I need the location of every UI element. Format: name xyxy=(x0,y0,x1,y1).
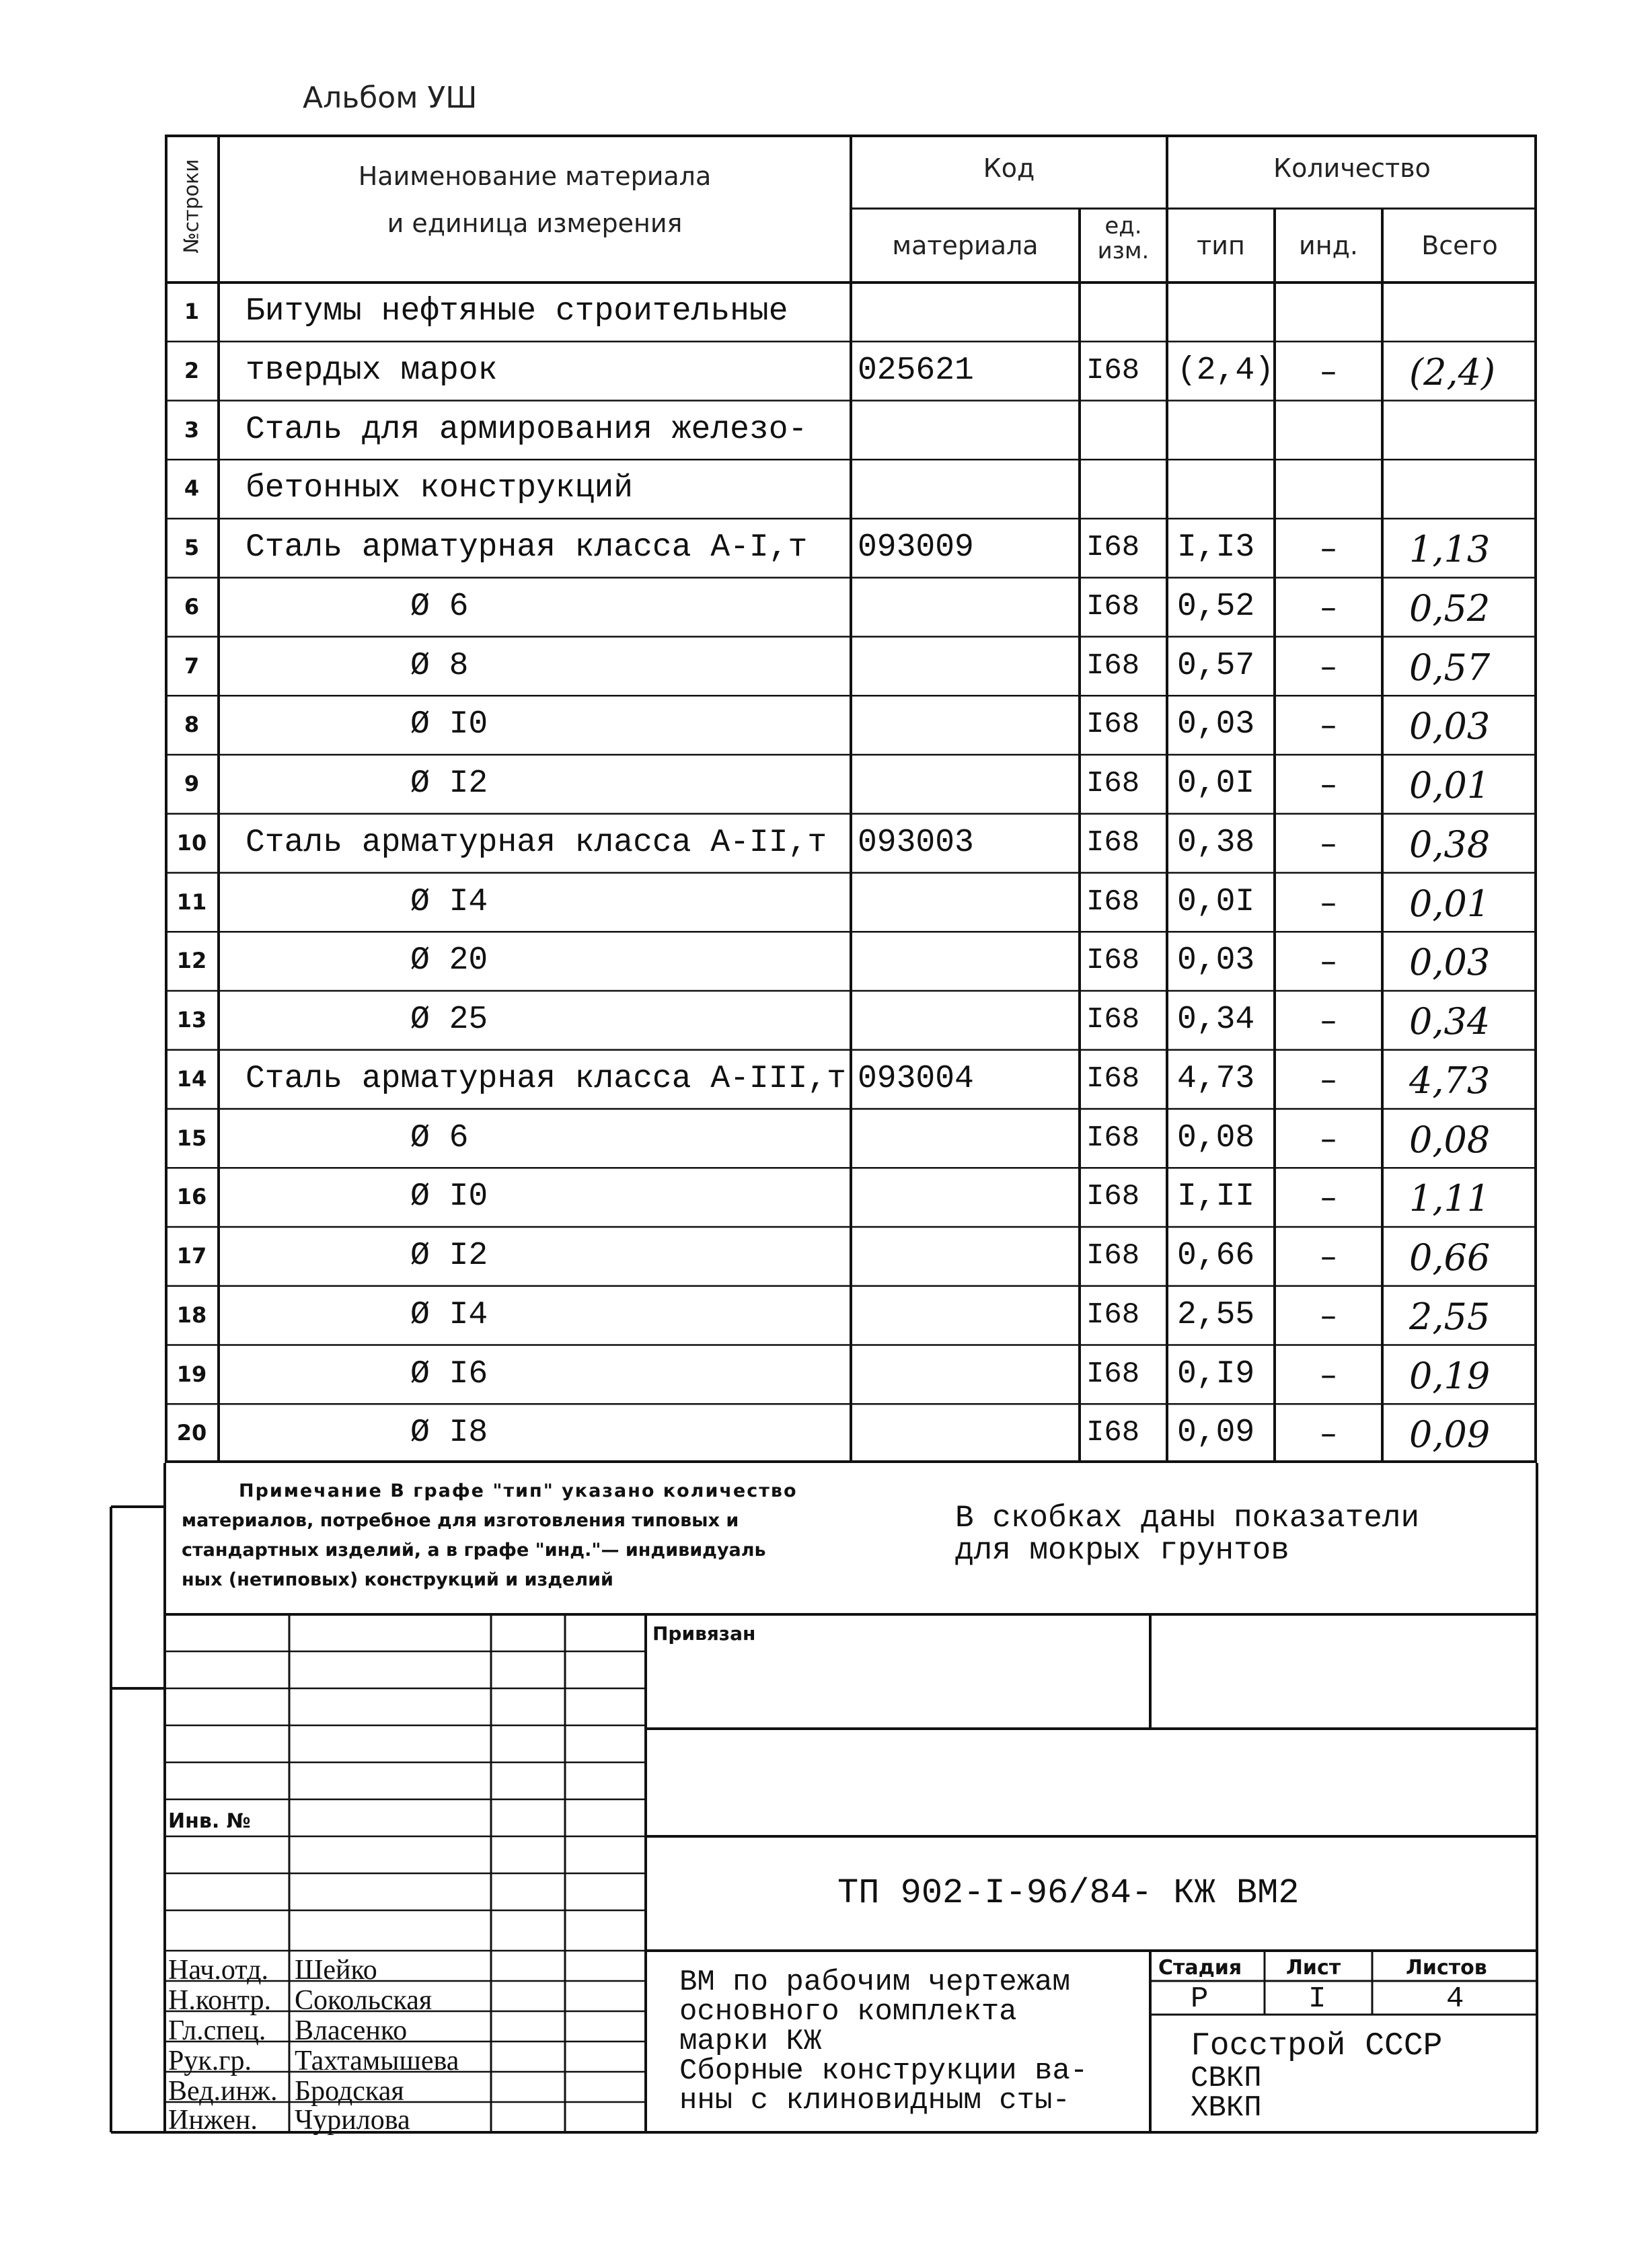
material-name: Ø I2 xyxy=(410,1238,488,1274)
material-name: Сталь арматурная класса А-I,т xyxy=(246,529,808,566)
note-line-1: Примечание В графе "тип" указано количество xyxy=(239,1481,798,1501)
qty-total: 1,13 xyxy=(1409,528,1491,570)
row-number: 19 xyxy=(176,1361,207,1387)
header-qty-typ: тип xyxy=(1197,231,1245,260)
material-name: Ø 6 xyxy=(410,1119,469,1156)
qty-ind: – xyxy=(1320,942,1337,981)
unit-code: I68 xyxy=(1086,1061,1140,1096)
signature-role: Вед.инж. xyxy=(168,2076,278,2107)
qty-total: 0,34 xyxy=(1409,1000,1491,1043)
material-code: 025621 xyxy=(858,352,974,389)
description-line-2: основного комплекта xyxy=(679,1995,1017,2029)
qty-typ: 0,57 xyxy=(1177,647,1255,684)
qty-typ: 0,38 xyxy=(1177,824,1255,861)
unit-code: I68 xyxy=(1086,1121,1140,1155)
inventory-label: Инв. № xyxy=(168,1809,251,1833)
material-name: Ø I4 xyxy=(410,1296,488,1333)
org-line-2: СВКП xyxy=(1191,2062,1262,2095)
unit-code: I68 xyxy=(1086,589,1140,624)
material-name: твердых марок xyxy=(246,352,498,389)
description-line-3: марки КЖ xyxy=(679,2025,822,2058)
qty-total: (2,4) xyxy=(1409,350,1496,394)
unit-code: I68 xyxy=(1086,1003,1140,1037)
qty-ind: – xyxy=(1320,706,1337,745)
unit-code: I68 xyxy=(1086,825,1140,860)
signature-role: Инжен. xyxy=(168,2105,258,2136)
description-line-1: ВМ по рабочим чертежам xyxy=(679,1965,1070,1999)
qty-typ: 0,09 xyxy=(1177,1415,1255,1452)
qty-total: 0,08 xyxy=(1409,1118,1491,1161)
unit-code: I68 xyxy=(1086,1298,1140,1332)
material-name: Ø I0 xyxy=(410,706,488,743)
note-line-2: материалов, потребное для изготовления типовых и xyxy=(182,1510,739,1531)
signature-name: Шейко xyxy=(295,1955,377,1986)
qty-typ: 0,66 xyxy=(1177,1238,1255,1274)
header-name-line1: Наименование материала xyxy=(358,161,712,191)
row-number: 5 xyxy=(184,535,200,560)
material-name: Ø I2 xyxy=(410,765,488,802)
unit-code: I68 xyxy=(1086,648,1140,683)
qty-typ: 0,34 xyxy=(1177,1002,1255,1038)
unit-code: I68 xyxy=(1086,353,1140,387)
material-code: 093009 xyxy=(858,529,974,566)
row-number: 20 xyxy=(176,1420,207,1446)
qty-typ: I,II xyxy=(1177,1178,1255,1215)
row-number: 11 xyxy=(176,889,207,915)
bound-label: Привязан xyxy=(652,1622,756,1645)
row-number: 18 xyxy=(176,1302,207,1328)
qty-total: 0,03 xyxy=(1409,941,1491,984)
row-number: 3 xyxy=(184,416,200,443)
header-name-line2: и единица измерения xyxy=(387,209,683,238)
signature-name: Власенко xyxy=(295,2015,408,2046)
description-line-5: нны с клиновидным сты- xyxy=(679,2084,1070,2118)
org-line-3: ХВКП xyxy=(1191,2091,1262,2125)
material-name: Ø 20 xyxy=(410,942,488,979)
row-number: 6 xyxy=(184,593,200,620)
qty-ind: – xyxy=(1320,765,1337,803)
qty-typ: 0,03 xyxy=(1177,706,1255,743)
row-number: 15 xyxy=(176,1125,207,1151)
row-number: 7 xyxy=(184,652,200,679)
qty-total: 4,73 xyxy=(1409,1059,1491,1102)
qty-ind: – xyxy=(1320,1238,1337,1275)
material-name: Ø I4 xyxy=(410,883,488,920)
qty-total: 0,66 xyxy=(1409,1236,1491,1279)
unit-code: I68 xyxy=(1086,708,1140,742)
qty-typ: 0,0I xyxy=(1177,883,1255,920)
note-line-4: ных (нетиповых) конструкций и изделий xyxy=(182,1569,613,1590)
signature-name: Сокольская xyxy=(295,1985,433,2016)
signature-name: Бродская xyxy=(295,2076,404,2107)
qty-total: 0,57 xyxy=(1409,646,1491,689)
sheet-value: I xyxy=(1308,1982,1326,2016)
material-name: Ø 25 xyxy=(410,1002,488,1038)
qty-ind: – xyxy=(1320,1060,1337,1098)
qty-ind: – xyxy=(1320,1296,1337,1335)
stage-value: Р xyxy=(1191,1982,1209,2016)
material-name: бетонных конструкций xyxy=(246,470,634,507)
row-number: 12 xyxy=(176,948,207,974)
qty-ind: – xyxy=(1320,824,1337,862)
row-number: 13 xyxy=(176,1007,207,1033)
header-qty-ind: инд. xyxy=(1299,231,1358,260)
qty-ind: – xyxy=(1320,1355,1337,1394)
qty-total: 0,52 xyxy=(1409,587,1491,630)
qty-typ: (2,4) xyxy=(1177,352,1275,389)
qty-total: 0,03 xyxy=(1409,705,1491,748)
document-code: ТП 902-I-96/84- КЖ ВМ2 xyxy=(837,1873,1300,1913)
material-name: Сталь арматурная класса А-II,т xyxy=(246,824,827,861)
material-name: Битумы нефтяные строительные xyxy=(246,293,788,330)
unit-code: I68 xyxy=(1086,885,1140,919)
material-name: Ø I0 xyxy=(410,1178,488,1215)
row-number: 1 xyxy=(184,299,200,324)
qty-typ: I,I3 xyxy=(1177,529,1255,566)
qty-total: 0,19 xyxy=(1409,1354,1491,1397)
qty-ind: – xyxy=(1320,647,1337,685)
wet-soil-note-line-1: В скобках даны показатели xyxy=(955,1501,1420,1536)
signature-role: Гл.спец. xyxy=(168,2015,266,2046)
unit-code: I68 xyxy=(1086,1416,1140,1450)
qty-ind: – xyxy=(1320,529,1337,567)
row-number: 16 xyxy=(176,1184,207,1210)
row-number: 8 xyxy=(184,712,200,738)
row-number: 17 xyxy=(176,1243,207,1269)
header-row-no: №строки xyxy=(180,159,204,254)
material-name: Сталь арматурная класса А-III,т xyxy=(246,1060,846,1097)
description-line-4: Сборные конструкции ва- xyxy=(679,2054,1088,2088)
unit-code: I68 xyxy=(1086,1239,1140,1273)
row-number: 4 xyxy=(184,476,200,502)
qty-typ: 0,0I xyxy=(1177,765,1255,802)
signature-role: Нач.отд. xyxy=(168,1955,269,1986)
unit-code: I68 xyxy=(1086,767,1140,800)
qty-ind: – xyxy=(1320,1119,1337,1158)
qty-ind: – xyxy=(1320,588,1337,626)
header-code-material: материала xyxy=(892,231,1039,260)
qty-total: 2,55 xyxy=(1409,1295,1491,1338)
qty-typ: 0,52 xyxy=(1177,588,1255,625)
wet-soil-note-line-2: для мокрых грунтов xyxy=(955,1533,1289,1568)
row-number: 2 xyxy=(184,357,200,383)
material-name: Сталь для армирования железо- xyxy=(246,411,808,448)
qty-ind: – xyxy=(1320,1415,1337,1453)
unit-code: I68 xyxy=(1086,944,1140,978)
sheets-label: Листов xyxy=(1406,1956,1487,1980)
material-code: 093004 xyxy=(858,1060,974,1097)
qty-ind: – xyxy=(1320,1178,1337,1217)
note-line-3: стандартных изделий, а в графе "инд."— индивидуаль xyxy=(182,1540,766,1561)
qty-ind: – xyxy=(1320,1002,1337,1039)
unit-code: I68 xyxy=(1086,1180,1140,1214)
material-name: Ø 6 xyxy=(410,588,469,625)
qty-total: 0,01 xyxy=(1409,882,1491,925)
qty-total: 0,38 xyxy=(1409,823,1491,866)
header-qty-group: Количество xyxy=(1273,153,1431,183)
material-code: 093003 xyxy=(858,824,974,861)
row-number: 14 xyxy=(176,1065,207,1092)
header-code-group: Код xyxy=(983,153,1035,183)
unit-code: I68 xyxy=(1086,1357,1140,1391)
signature-name: Чурилова xyxy=(295,2105,410,2136)
stage-label: Стадия xyxy=(1158,1956,1242,1980)
material-name: Ø 8 xyxy=(410,647,469,684)
signature-role: Н.контр. xyxy=(168,1985,271,2016)
signature-role: Рук.гр. xyxy=(168,2046,252,2076)
sheet-label: Лист xyxy=(1286,1956,1341,1980)
qty-ind: – xyxy=(1320,883,1337,922)
material-name: Ø I8 xyxy=(410,1415,488,1452)
qty-typ: 4,73 xyxy=(1177,1060,1255,1097)
row-number: 10 xyxy=(176,829,207,856)
qty-typ: 0,03 xyxy=(1177,942,1255,979)
qty-ind: – xyxy=(1320,352,1337,390)
material-name: Ø I6 xyxy=(410,1355,488,1392)
album-label: Альбом УШ xyxy=(303,81,478,115)
qty-total: 1,11 xyxy=(1409,1177,1491,1220)
qty-total: 0,01 xyxy=(1409,764,1491,807)
qty-typ: 0,I9 xyxy=(1177,1355,1255,1392)
qty-typ: 2,55 xyxy=(1177,1296,1255,1333)
qty-total: 0,09 xyxy=(1409,1413,1491,1456)
sheets-value: 4 xyxy=(1446,1982,1464,2016)
row-number: 9 xyxy=(184,771,200,796)
signature-name: Тахтамышева xyxy=(295,2046,459,2076)
org-line-1: Госстрой СССР xyxy=(1191,2028,1443,2064)
unit-code: I68 xyxy=(1086,531,1140,564)
header-code-unit: ед. изм. xyxy=(1097,213,1150,265)
header-qty-total: Всего xyxy=(1421,231,1498,260)
qty-typ: 0,08 xyxy=(1177,1119,1255,1156)
